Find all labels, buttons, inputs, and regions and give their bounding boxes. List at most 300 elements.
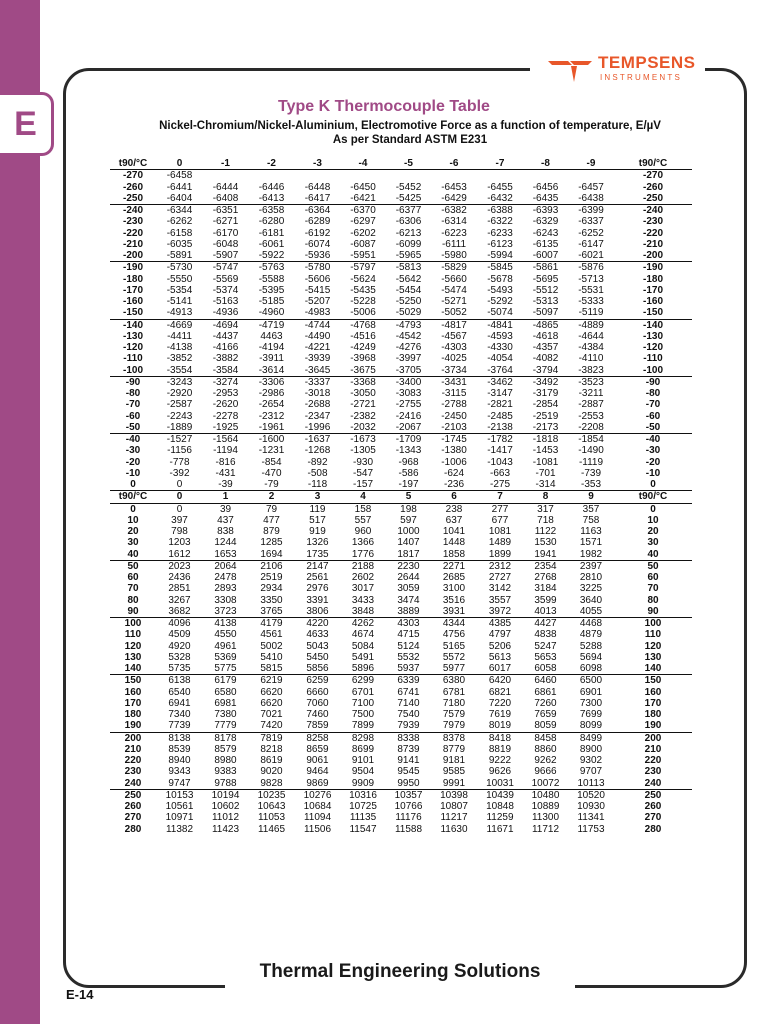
table-cell: 6339 <box>397 675 420 687</box>
table-cell: 9504 <box>351 766 375 778</box>
table-cell: 3972 <box>488 605 512 617</box>
table-cell: 11094 <box>303 812 332 824</box>
table-cell: 4715 <box>397 629 420 641</box>
table-cell: -6408 <box>212 192 239 204</box>
table-cell: 5288 <box>579 640 603 652</box>
row-label-cell: 0 <box>650 503 656 515</box>
table-cell: -392 <box>169 467 190 479</box>
table-cell: 2561 <box>306 572 329 583</box>
table-cell: 10194 <box>211 789 240 801</box>
table-cell: -4817 <box>441 319 467 331</box>
table-row <box>110 606 692 618</box>
row-label-cell: t90/°C <box>118 158 148 169</box>
table-cell: 5694 <box>579 651 603 663</box>
thermocouple-table <box>110 158 692 835</box>
table-cell: 158 <box>354 503 372 515</box>
table-row <box>110 411 692 422</box>
table-cell: 3142 <box>488 583 512 595</box>
table-cell: 9869 <box>306 777 329 789</box>
row-label-cell: -120 <box>122 342 143 353</box>
table-cell: -118 <box>307 479 328 490</box>
table-cell: 10439 <box>486 789 514 801</box>
table-cell: 8659 <box>306 743 329 755</box>
table-cell: -930 <box>352 456 373 468</box>
table-cell: -6457 <box>578 181 604 193</box>
table-cell: -1119 <box>578 456 604 468</box>
row-label-cell: 40 <box>647 548 659 560</box>
table-row <box>110 812 692 823</box>
table-cell: -5891 <box>166 250 193 261</box>
table-cell: -6448 <box>304 181 331 193</box>
table-cell: 3308 <box>214 594 237 606</box>
table-row <box>110 193 692 205</box>
table-cell: -701 <box>535 467 556 479</box>
table-cell: 1081 <box>488 526 512 537</box>
table-cell: 6580 <box>214 686 237 698</box>
table-cell: -4669 <box>166 319 193 331</box>
table-cell: 238 <box>445 503 463 515</box>
row-label-cell: 280 <box>124 823 142 835</box>
table-cell: 8619 <box>260 755 283 766</box>
table-cell: -2382 <box>350 410 376 422</box>
table-cell: -5374 <box>212 284 239 296</box>
table-cell: -5730 <box>166 262 193 274</box>
row-label-cell: 240 <box>124 777 142 789</box>
table-cell: -1453 <box>532 445 559 457</box>
table-cell: -5097 <box>532 307 559 319</box>
table-cell: 11506 <box>303 823 332 835</box>
table-cell: -5606 <box>304 273 331 285</box>
logo-subtitle: INSTRUMENTS <box>600 73 682 82</box>
table-cell: -6455 <box>487 181 513 193</box>
table-cell: 5653 <box>534 651 557 663</box>
table-cell: -5780 <box>304 262 331 274</box>
table-header-row <box>110 158 692 170</box>
table-cell: -2620 <box>212 399 239 411</box>
row-label-cell: -250 <box>642 192 663 204</box>
table-cell: -3400 <box>395 376 422 388</box>
table-cell: 11300 <box>531 812 560 824</box>
table-cell: -6181 <box>258 227 285 239</box>
table-cell: 8138 <box>168 732 191 744</box>
table-cell: -5829 <box>441 262 467 274</box>
table-cell <box>568 170 614 182</box>
table-row <box>110 744 692 755</box>
table-cell: -4768 <box>350 319 376 331</box>
table-cell: 7979 <box>442 720 466 732</box>
table-cell: -3852 <box>166 353 193 365</box>
table-cell: 8218 <box>260 743 283 755</box>
table-cell: 2436 <box>168 572 191 583</box>
table-cell: -5163 <box>212 296 239 307</box>
table-cell: 1858 <box>442 548 466 560</box>
table-row <box>110 778 692 790</box>
table-cell: -3764 <box>487 364 513 376</box>
row-label-cell: -30 <box>125 445 141 457</box>
table-cell: 11465 <box>257 823 286 835</box>
table-cell: -6404 <box>166 192 193 204</box>
table-cell: -2553 <box>578 410 604 422</box>
table-cell: -2821 <box>487 399 513 411</box>
table-cell: -3243 <box>166 376 193 388</box>
table-cell: -1709 <box>395 434 422 445</box>
row-label-cell: -110 <box>123 353 143 365</box>
table-cell: 718 <box>537 514 554 526</box>
table-row <box>110 331 692 342</box>
table-cell: -6337 <box>578 216 604 228</box>
table-cell: -2654 <box>258 399 285 411</box>
table-cell: 3599 <box>534 594 557 606</box>
table-cell: 8539 <box>168 743 191 755</box>
table-cell: -6377 <box>395 205 422 216</box>
table-cell: 6981 <box>214 697 237 709</box>
table-cell: 7140 <box>397 697 420 709</box>
table-cell: -3675 <box>350 364 376 376</box>
table-cell: -3147 <box>487 388 513 399</box>
table-cell: 9666 <box>534 766 557 778</box>
table-cell: 1489 <box>488 537 512 549</box>
row-label-cell: 30 <box>647 537 659 549</box>
table-cell: -5994 <box>487 250 513 261</box>
table-cell <box>477 170 523 182</box>
table-row <box>110 307 692 319</box>
table-cell: -353 <box>580 479 601 490</box>
table-cell <box>340 170 386 182</box>
table-cell: -5074 <box>487 307 513 319</box>
table-cell: 10398 <box>440 789 468 801</box>
table-cell: -1490 <box>578 445 604 457</box>
row-label-cell: 200 <box>644 732 662 744</box>
row-label-cell: 110 <box>124 629 142 641</box>
table-cell: -3523 <box>578 376 604 388</box>
row-label-cell: -20 <box>645 456 661 468</box>
table-cell: 5532 <box>397 651 420 663</box>
table-cell: 10072 <box>531 777 560 789</box>
table-cell: -4793 <box>395 319 422 331</box>
table-cell: -3337 <box>304 376 331 388</box>
table-cell: -4936 <box>212 307 239 319</box>
table-cell: 10561 <box>165 801 194 812</box>
table-cell: -5678 <box>487 273 513 285</box>
table-cell: 7300 <box>579 697 603 709</box>
table-cell: 6 <box>451 491 457 503</box>
table-cell: -2347 <box>304 410 331 422</box>
table-cell: 1530 <box>534 537 557 549</box>
table-cell: 4138 <box>214 618 237 629</box>
table-cell: -5713 <box>578 273 604 285</box>
table-cell: -1600 <box>258 434 285 445</box>
table-cell: 10602 <box>211 801 240 812</box>
row-label-cell: -270 <box>122 170 143 182</box>
table-cell: -2208 <box>578 421 604 433</box>
row-label-cell: 180 <box>644 709 662 720</box>
table-cell: -968 <box>398 456 419 468</box>
table-cell: 317 <box>537 503 554 515</box>
table-cell: -6262 <box>166 216 193 228</box>
table-cell: 6620 <box>260 697 283 709</box>
table-cell: -7 <box>495 158 505 169</box>
row-label-cell: 30 <box>127 537 139 549</box>
table-cell: 10766 <box>394 801 423 812</box>
table-cell: -2312 <box>258 410 285 422</box>
table-row <box>110 285 692 296</box>
row-label-cell: 110 <box>644 629 662 641</box>
row-label-cell: 220 <box>644 755 662 766</box>
table-cell: 11176 <box>395 812 422 824</box>
table-cell: 9061 <box>306 755 329 766</box>
table-cell: -5797 <box>350 262 376 274</box>
table-cell: -3911 <box>259 353 284 365</box>
row-label-cell: 10 <box>127 514 139 526</box>
table-cell: 0 <box>176 503 183 515</box>
table-cell: -4694 <box>212 319 239 331</box>
table-cell: 4509 <box>168 629 191 641</box>
table-cell: -1343 <box>395 445 422 457</box>
table-cell: -79 <box>264 479 279 490</box>
table-row <box>110 216 692 227</box>
table-cell: 8178 <box>214 732 237 744</box>
row-label-cell: 50 <box>647 560 659 572</box>
row-label-cell: 20 <box>647 526 659 537</box>
table-cell <box>203 170 248 182</box>
table-cell: -6413 <box>258 192 285 204</box>
row-label-cell: 280 <box>644 823 662 835</box>
table-row <box>110 663 692 675</box>
table-cell: 1163 <box>580 526 602 537</box>
table-cell: -1854 <box>578 434 604 445</box>
table-cell: 11547 <box>349 823 377 835</box>
table-row <box>110 262 692 274</box>
row-label-cell: -80 <box>125 388 141 399</box>
table-cell: 5124 <box>397 640 420 652</box>
table-cell: 79 <box>265 503 278 515</box>
table-cell: -4567 <box>441 330 467 342</box>
table-cell: -4303 <box>441 342 467 353</box>
row-label-cell: 120 <box>644 640 662 652</box>
table-row <box>110 595 692 606</box>
row-label-cell: -140 <box>122 319 143 331</box>
table-row <box>110 445 692 456</box>
table-cell: -3274 <box>212 376 239 388</box>
table-cell: -6123 <box>487 238 513 250</box>
table-cell: 1285 <box>260 537 283 549</box>
table-cell: -5454 <box>395 284 422 296</box>
table-row <box>110 675 692 687</box>
table-cell: 5491 <box>351 651 375 663</box>
table-cell: 0 <box>176 479 183 490</box>
row-label-cell: -10 <box>645 467 661 479</box>
table-cell: -5006 <box>350 307 376 319</box>
table-cell: -3083 <box>395 388 422 399</box>
table-cell: 557 <box>354 514 372 526</box>
table-cell: 4096 <box>168 618 191 629</box>
table-cell: 2934 <box>260 583 283 595</box>
table-header-row <box>110 491 692 503</box>
table-row <box>110 572 692 583</box>
table-cell: 2602 <box>351 572 375 583</box>
table-cell: -236 <box>443 479 464 490</box>
table-cell: -1081 <box>532 456 559 468</box>
table-cell: -3705 <box>395 364 422 376</box>
table-cell: -6446 <box>258 181 285 193</box>
table-row <box>110 296 692 307</box>
table-cell <box>248 170 295 182</box>
page-number: E-14 <box>66 987 94 1002</box>
table-cell: -6382 <box>441 205 467 216</box>
table-cell: -5965 <box>395 250 422 261</box>
row-label-cell: -60 <box>645 410 661 422</box>
table-cell: 7659 <box>534 709 557 720</box>
table-cell: 9585 <box>442 766 466 778</box>
row-label-cell: 50 <box>127 560 139 572</box>
table-cell: 11259 <box>486 812 514 824</box>
page-title: Type K Thermocouple Table <box>278 98 490 115</box>
table-cell: 4756 <box>442 629 466 641</box>
table-cell: 3765 <box>260 605 283 617</box>
table-cell: -6147 <box>578 238 604 250</box>
table-cell: 0 <box>176 491 183 503</box>
row-label-cell: 80 <box>127 594 139 606</box>
table-cell: 3557 <box>488 594 512 606</box>
table-row <box>110 503 692 515</box>
table-cell: -1527 <box>166 434 193 445</box>
table-row <box>110 434 692 446</box>
table-cell: -2788 <box>441 399 467 411</box>
table-cell: 4220 <box>306 618 329 629</box>
table-cell: -5250 <box>395 296 422 307</box>
table-cell: 5613 <box>488 651 512 663</box>
row-label-cell: -180 <box>642 273 663 285</box>
table-cell: 7180 <box>442 697 466 709</box>
table-cell: 798 <box>171 526 188 537</box>
table-row <box>110 399 692 410</box>
table-cell: -4841 <box>487 319 513 331</box>
table-cell: 11588 <box>394 823 423 835</box>
table-cell: -6388 <box>487 205 513 216</box>
table-cell <box>295 170 340 182</box>
table-cell: 1326 <box>306 537 329 549</box>
table-cell: 5247 <box>534 640 557 652</box>
table-cell: 9262 <box>534 755 557 766</box>
table-cell: -4 <box>358 158 368 169</box>
table-cell: 1407 <box>397 537 420 549</box>
table-cell: -1745 <box>441 434 467 445</box>
table-cell: -5588 <box>258 273 285 285</box>
row-label-cell: -70 <box>125 399 141 411</box>
table-cell: 7619 <box>488 709 512 720</box>
table-cell: 3391 <box>306 594 329 606</box>
table-cell: 2810 <box>579 572 603 583</box>
table-cell: -5922 <box>258 250 285 261</box>
table-cell: -5292 <box>487 296 513 307</box>
table-cell: -6370 <box>350 205 376 216</box>
table-cell: 7500 <box>351 709 375 720</box>
table-cell: 4561 <box>260 629 283 641</box>
table-cell: 5572 <box>442 651 466 663</box>
table-cell: -6087 <box>350 238 376 250</box>
table-cell: -2138 <box>487 421 513 433</box>
row-label-cell: 220 <box>124 755 142 766</box>
table-cell: -2887 <box>578 399 604 411</box>
table-cell: 4344 <box>442 618 466 629</box>
row-label-cell: 90 <box>647 605 659 617</box>
row-label-cell: -250 <box>122 192 143 204</box>
table-cell: -1305 <box>350 445 376 457</box>
table-cell: 3059 <box>397 583 420 595</box>
table-cell: 5043 <box>306 640 329 652</box>
table-cell: -2920 <box>166 388 193 399</box>
table-cell: 5328 <box>168 651 191 663</box>
table-row <box>110 789 692 801</box>
table-cell: 8099 <box>579 720 603 732</box>
row-label-cell: 100 <box>124 618 142 629</box>
table-cell: 6017 <box>488 663 512 674</box>
table-cell: 10357 <box>394 789 423 801</box>
row-label-cell: -150 <box>642 307 663 319</box>
table-cell: -1156 <box>167 445 192 457</box>
table-cell: 10153 <box>165 789 194 801</box>
page-subtitle <box>100 119 720 147</box>
table-cell: -6435 <box>532 192 559 204</box>
table-cell: -3306 <box>258 376 285 388</box>
table-cell: 6259 <box>306 675 329 687</box>
table-cell: -1268 <box>304 445 331 457</box>
table-cell: -6021 <box>578 250 604 261</box>
table-cell: 6941 <box>168 697 191 709</box>
table-cell: -6243 <box>532 227 559 239</box>
table-cell: 7100 <box>351 697 375 709</box>
table-cell: -3997 <box>395 353 422 365</box>
table-cell: 8418 <box>488 732 512 744</box>
table-cell: -1925 <box>212 421 239 433</box>
table-cell: -6061 <box>258 238 285 250</box>
table-cell: 10807 <box>440 801 468 812</box>
table-cell: -4082 <box>532 353 559 365</box>
row-label-cell: -50 <box>125 421 141 433</box>
row-label-cell: 10 <box>647 514 659 526</box>
row-label-cell: 100 <box>644 618 662 629</box>
row-label-cell: -230 <box>642 216 663 228</box>
table-cell: -1 <box>221 158 230 169</box>
row-label-cell: -190 <box>642 262 663 274</box>
table-cell: -4618 <box>532 330 559 342</box>
table-cell: 8378 <box>442 732 466 744</box>
table-cell: 2188 <box>351 560 375 572</box>
table-cell: -6351 <box>212 205 239 216</box>
table-cell: -6158 <box>166 227 193 239</box>
table-cell: 7380 <box>214 709 237 720</box>
row-label-cell: 210 <box>124 743 142 755</box>
table-cell: -1006 <box>441 456 467 468</box>
table-cell: 7739 <box>168 720 191 732</box>
table-cell: 4674 <box>351 629 375 641</box>
table-cell: -1889 <box>166 421 193 433</box>
row-label-cell: -80 <box>645 388 661 399</box>
table-cell: 198 <box>400 503 417 515</box>
table-cell: -854 <box>261 456 282 468</box>
table-cell: 4427 <box>534 618 557 629</box>
table-cell: -5207 <box>304 296 331 307</box>
row-label-cell: -170 <box>642 284 663 296</box>
table-cell: -5333 <box>578 296 604 307</box>
table-cell: -5493 <box>487 284 513 296</box>
table-cell: -6233 <box>487 227 513 239</box>
table-cell: 8860 <box>534 743 557 755</box>
table-cell: -4865 <box>532 319 559 331</box>
table-cell: -6444 <box>212 181 239 193</box>
row-label-cell: 210 <box>644 743 662 755</box>
table-cell: 8019 <box>488 720 512 732</box>
